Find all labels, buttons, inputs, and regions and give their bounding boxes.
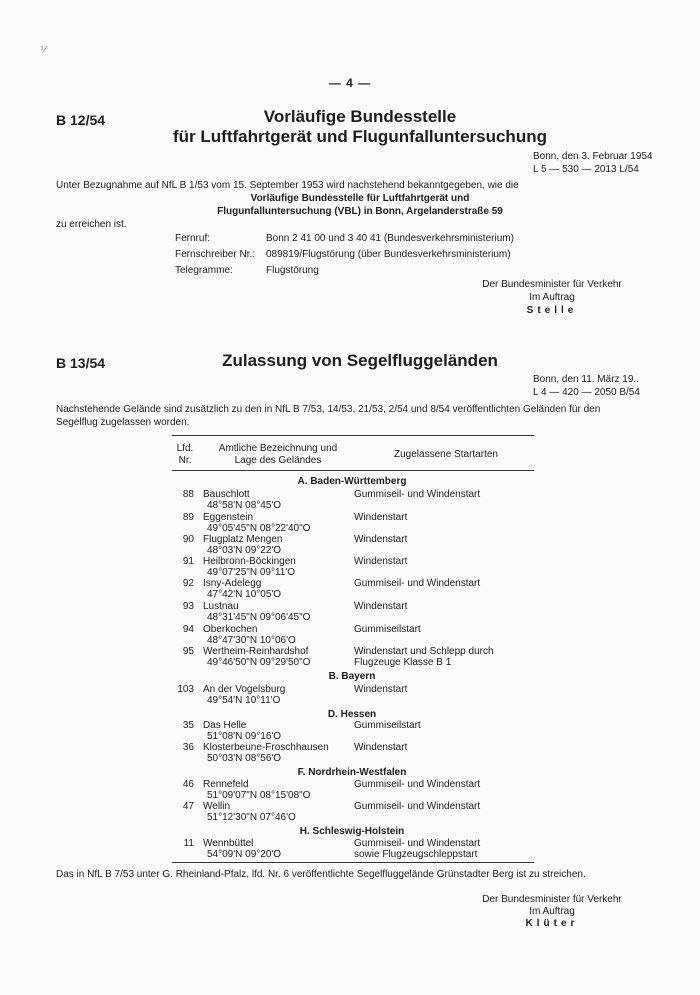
row-coord: 47°42'N 10°05'O	[207, 589, 282, 600]
row-name: Wertheim-Reinhardshof	[203, 646, 309, 657]
row-nr: 103	[177, 684, 194, 695]
section-reference: L 5 — 530 — 2013 L/54	[533, 164, 639, 175]
row-start: Gummiseil- und Windenstart	[354, 801, 481, 812]
row-nr: 90	[182, 534, 194, 545]
row-start: Gummiseil- und Windenstart	[354, 489, 481, 500]
contact-value: Bonn 2 41 00 und 3 40 41 (Bundesverkehrsministerium)	[266, 233, 514, 244]
row-coord: 51°08'N 09°16'O	[207, 731, 282, 742]
row-start: Gummiseil- und Windenstart	[354, 779, 481, 790]
row-nr: 94	[182, 624, 194, 635]
row-name: Wellin	[203, 801, 231, 812]
col-header-nr-2: Nr.	[178, 455, 192, 466]
row-start: Gummiseil- und Windenstart	[354, 578, 481, 589]
row-start: Windenstart	[354, 684, 408, 695]
contact-label: Telegramme:	[175, 265, 233, 276]
row-name: Oberkochen	[203, 624, 258, 635]
section-id: B 13/54	[56, 355, 106, 371]
row-name: Das Helle	[203, 720, 247, 731]
row-start-2: Flugzeuge Klasse B 1	[354, 657, 452, 668]
row-coord: 51°09'07"N 08°15'08"O	[207, 790, 311, 801]
row-coord: 48°58'N 08°45'O	[207, 500, 282, 511]
row-nr: 89	[182, 512, 194, 523]
row-coord: 51°12'30"N 07°46'O	[207, 812, 296, 823]
table-top-rule	[172, 435, 534, 436]
region-heading: B. Bayern	[328, 671, 376, 682]
signature-authority: Der Bundesminister für Verkehr	[482, 279, 622, 290]
row-nr: 95	[182, 646, 194, 657]
row-nr: 92	[182, 578, 194, 589]
row-coord: 49°05'45"N 08°22'40"O	[207, 523, 311, 534]
row-name: Bauschlott	[203, 489, 250, 500]
row-nr: 91	[182, 556, 194, 567]
row-start: Gummiseil- und Windenstart	[354, 838, 481, 849]
agency-address: Flugunfalluntersuchung (VBL) in Bonn, Argelanderstraße 59	[217, 206, 503, 217]
signature-order: Im Auftrag	[529, 292, 575, 303]
row-name: Wennbüttel	[203, 838, 254, 849]
intro-text-2: Segelflug zugelassen worden.	[56, 417, 190, 428]
region-heading: D. Hessen	[327, 709, 377, 720]
row-name: An der Vogelsburg	[203, 684, 286, 695]
row-start: Windenstart	[354, 556, 408, 567]
contact-label: Fernschreiber Nr.:	[175, 249, 256, 260]
row-coord: 49°54'N 10°11'O	[207, 695, 281, 706]
contact-label: Fernruf:	[175, 233, 211, 244]
signature-authority: Der Bundesminister für Verkehr	[482, 894, 622, 905]
col-header-nr: Lfd.	[176, 443, 194, 454]
row-start: Windenstart	[354, 601, 408, 612]
table-bottom-rule	[172, 862, 534, 863]
region-heading: A. Baden-Württemberg	[297, 476, 407, 487]
agency-name: Vorläufige Bundesstelle für Luftfahrtgerät und	[250, 193, 470, 204]
col-header-name: Amtliche Bezeichnung und	[218, 443, 338, 454]
row-start: Windenstart und Schlepp durch	[354, 646, 494, 657]
row-start: Windenstart	[354, 742, 408, 753]
row-name: Isny-Adelegg	[203, 578, 262, 589]
row-coord: 49°07'25"N 09°11'O	[207, 567, 296, 578]
row-coord: 54°09'N 09°20'O	[207, 849, 282, 860]
row-coord: 48°47'30"N 10°06'O	[207, 635, 296, 646]
row-name: Eggenstein	[203, 512, 254, 523]
col-header-name-2: Lage des Geländes	[234, 455, 322, 466]
signature-order: Im Auftrag	[529, 906, 575, 917]
page-number: — 4 —	[328, 76, 372, 90]
row-start: Windenstart	[354, 512, 408, 523]
row-nr: 88	[182, 489, 194, 500]
col-header-start: Zugelassene Startarten	[394, 449, 498, 460]
row-start-2: sowie Flugzeugschleppstart	[354, 849, 478, 860]
row-coord: 48°31'45"N 09°06'45"O	[207, 612, 311, 623]
row-nr: 36	[182, 742, 194, 753]
row-coord: 48°03'N 09°22'O	[207, 545, 282, 556]
row-name: Lustnau	[203, 601, 239, 612]
reach-text: zu erreichen ist.	[56, 219, 127, 230]
row-name: Rennefeld	[203, 779, 249, 790]
row-start: Gummiseilstart	[354, 624, 421, 635]
section-date: Bonn, den 3. Februar 1954	[533, 151, 653, 162]
row-name: Heilbronn-Böckingen	[203, 556, 296, 567]
row-nr: 47	[182, 801, 194, 812]
intro-text: Unter Bezugnahme auf NfL B 1/53 vom 15. September 1953 wird nachstehend bekanntgegeben, wie die	[56, 180, 519, 191]
section-title: Vorläufige Bundesstelle	[263, 107, 457, 126]
section-title: Zulassung von Segelfluggeländen	[222, 351, 498, 370]
contact-value: 089819/Flugstörung (über Bundesverkehrsministerium)	[266, 249, 511, 260]
row-nr: 93	[182, 601, 194, 612]
row-start: Gummiseilstart	[354, 720, 421, 731]
section-date: Bonn, den 11. März 19..	[533, 374, 639, 385]
row-name: Flugplatz Mengen	[203, 534, 283, 545]
row-name: Klosterbeune-Froschhausen	[203, 742, 329, 753]
signature-name: Klüter	[525, 918, 579, 929]
section-reference: L 4 — 420 — 2050 B/54	[533, 387, 640, 398]
region-heading: H. Schleswig-Holstein	[299, 826, 405, 837]
footnote: Das in NfL B 7/53 unter G. Rheinland-Pfalz, lfd. Nr. 6 veröffentlichte Segelfluggelände Grünstadter Berg ist zu streichen.	[56, 869, 586, 880]
row-coord: 49°46'50"N 09°29'50"O	[207, 657, 311, 668]
contact-value: Flugstörung	[266, 265, 319, 276]
row-nr: 11	[183, 838, 194, 849]
section-subtitle: für Luftfahrtgerät und Flugunfalluntersuchung	[173, 127, 547, 146]
table-header-rule	[172, 470, 534, 471]
row-nr: 35	[182, 720, 194, 731]
region-heading: F. Nordrhein-Westfalen	[297, 767, 407, 778]
row-coord: 50°03'N 08°56'O	[207, 753, 282, 764]
section-id: B 12/54	[56, 112, 106, 128]
margin-mark: ⅟	[40, 45, 46, 56]
row-start: Windenstart	[354, 534, 408, 545]
intro-text: Nachstehende Gelände sind zusätzlich zu den in NfL B 7/53, 14/53, 21/53, 2/54 und 8/54 veröffentlichten Geländen für den	[56, 404, 601, 415]
row-nr: 46	[182, 779, 194, 790]
signature-name: Stelle	[526, 305, 578, 316]
